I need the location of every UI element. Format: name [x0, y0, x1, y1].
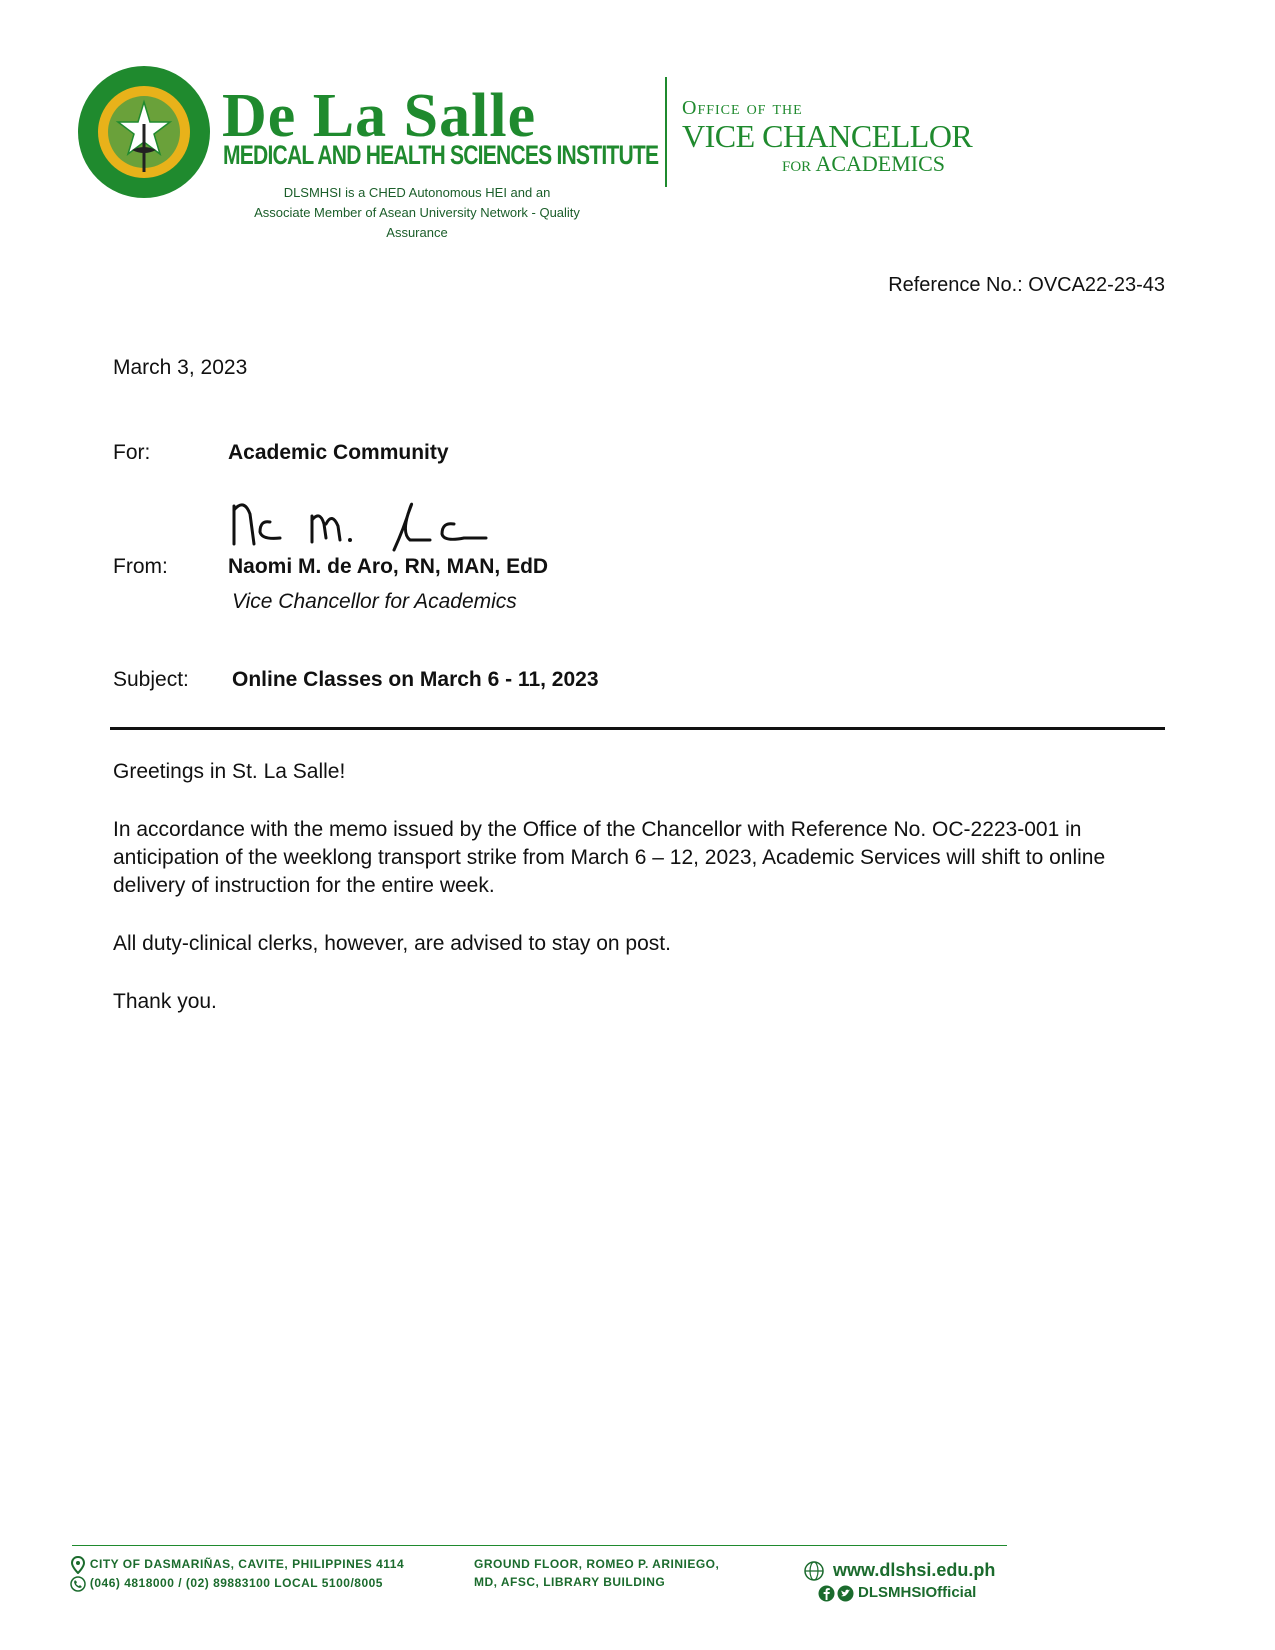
footer-social-handle[interactable]: DLSMHSIOfficial — [858, 1584, 977, 1601]
office-line-2: VICE CHANCELLOR — [682, 118, 973, 154]
from-title: Vice Chancellor for Academics — [232, 590, 517, 613]
office-line-3: for ACADEMICS — [782, 151, 946, 176]
footer-building-block — [474, 1555, 719, 1591]
brand-name: De La Salle — [222, 82, 537, 150]
footer-phone: (046) 4818000 / (02) 89883100 LOCAL 5100/8005 — [89, 1575, 383, 1590]
memo-date: March 3, 2023 — [113, 356, 248, 379]
footer-divider — [72, 1545, 1007, 1546]
footer-website[interactable]: www.dlshsi.edu.ph — [833, 1560, 996, 1580]
footer-building-line-1: GROUND FLOOR, ROMEO P. ARINIEGO, — [474, 1557, 720, 1571]
subject-label: Subject: — [113, 668, 189, 691]
subject-divider — [110, 727, 1165, 730]
closing: Thank you. — [113, 990, 217, 1013]
reference-number: Reference No.: OVCA22-23-43 — [888, 274, 1165, 296]
greeting: Greetings in St. La Salle! — [113, 760, 346, 783]
institution-seal-logo — [76, 64, 212, 200]
footer-social-row — [858, 1584, 976, 1601]
globe-icon — [803, 1560, 825, 1582]
signature — [230, 494, 500, 558]
accreditation-note — [222, 183, 612, 243]
from-label: From: — [113, 555, 168, 578]
twitter-icon — [837, 1585, 854, 1602]
office-line-1: Office of the — [682, 97, 803, 119]
office-name — [682, 96, 972, 176]
phone-icon — [70, 1576, 86, 1592]
brand-subtitle: MEDICAL AND HEALTH SCIENCES INSTITUTE — [223, 140, 659, 170]
footer-address: CITY OF DASMARIÑAS, CAVITE, PHILIPPINES 4114 — [89, 1557, 405, 1571]
footer-building-line-2: MD, AFSC, LIBRARY BUILDING — [474, 1575, 666, 1589]
facebook-icon — [818, 1585, 835, 1602]
footer-address-block — [70, 1555, 404, 1592]
body-paragraph-2: All duty-clinical clerks, however, are advised to stay on post. — [113, 932, 671, 955]
header-divider — [665, 77, 667, 187]
for-label: For: — [113, 441, 151, 464]
subject-value: Online Classes on March 6 - 11, 2023 — [232, 668, 599, 691]
location-pin-icon — [70, 1556, 86, 1574]
for-value: Academic Community — [228, 441, 449, 464]
body-paragraph-1: In accordance with the memo issued by the Office of the Chancellor with Reference No. OC-2223-001 in anticipation of the weeklong transport strike from March 6 – 12, 2023, Academic Services will shift to online delivery of instruction for the entire week. — [113, 818, 1106, 897]
accreditation-line-1: DLSMHSI is a CHED Autonomous HEI and an — [283, 185, 551, 200]
footer-website-row — [833, 1560, 995, 1581]
accreditation-line-2: Associate Member of Asean University Network - Quality Assurance — [254, 205, 580, 240]
from-name: Naomi M. de Aro, RN, MAN, EdD — [228, 555, 549, 578]
